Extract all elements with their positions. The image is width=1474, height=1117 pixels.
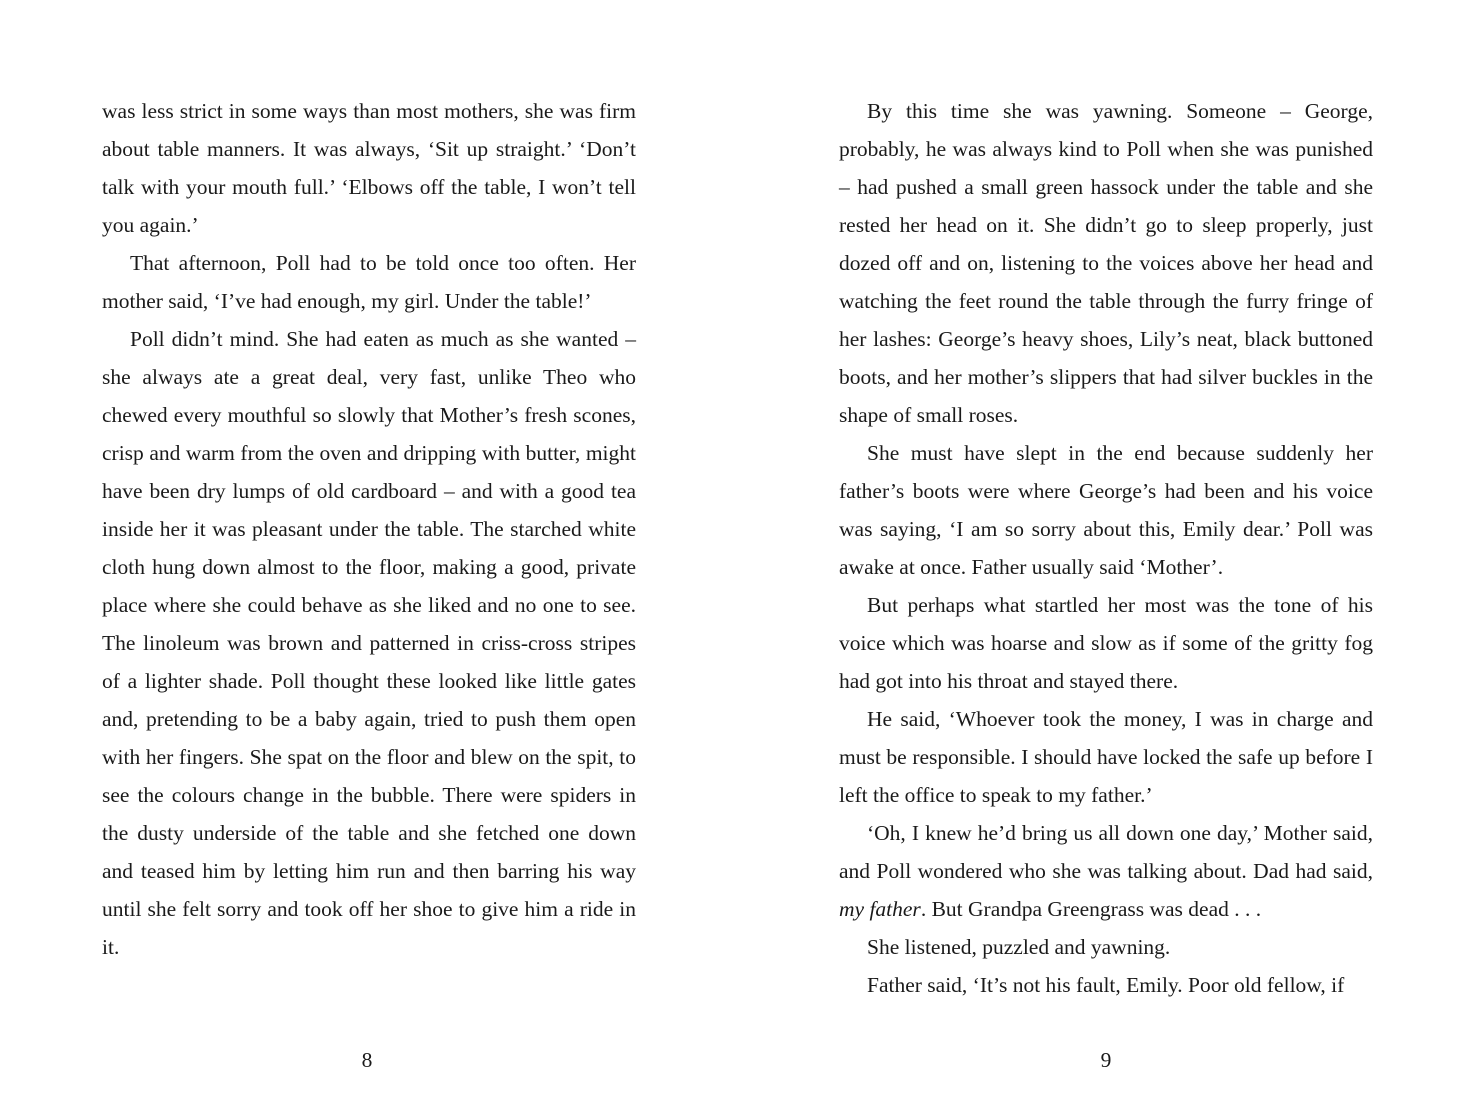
paragraph: Father said, ‘It’s not his fault, Emily. Poor old fellow, if (867, 973, 1345, 997)
left-page (102, 92, 636, 966)
paragraph: Poll didn’t mind. She had eaten as much as she wanted – she always ate a great deal, very fast, unlike Theo who chewed every mouthful so slowly that Mother’s fresh scones, crisp and warm from the oven and dripping with butter, might have been dry lumps of old cardboard – and with a good tea inside her it was pleasant under the table. The starched white cloth hung down almost to the floor, making a good, private place where she could behave as she liked and no one to see. The linoleum was brown and patterned in criss-cross stripes of a lighter shade. Poll thought these looked like little gates and, pretending to be a baby again, tried to push them open with her fingers. She spat on the floor and blew on the spit, to see the colours change in the bubble. There were spiders in the dusty underside of the table and she fetched one down and teased him by letting him run and then barring his way until she felt sorry and took off her shoe to give him a ride in it. (102, 327, 636, 959)
paragraph: was less strict in some ways than most mothers, she was firm about table manners. It was always, ‘Sit up straight.’ ‘Don’t talk with your mouth full.’ ‘Elbows off the table, I won’t tell you again.’ (102, 99, 636, 237)
italic-text: my father (839, 897, 921, 921)
paragraph: But perhaps what startled her most was the tone of his voice which was hoarse and slow as if some of the gritty fog had got into his throat and stayed there. (839, 593, 1373, 693)
paragraph: That afternoon, Poll had to be told once too often. Her mother said, ‘I’ve had enough, my girl. Under the table!’ (102, 251, 636, 313)
paragraph: He said, ‘Whoever took the money, I was in charge and must be responsible. I should have locked the safe up before I left the office to speak to my father.’ (839, 707, 1373, 807)
paragraph: She must have slept in the end because suddenly her father’s boots were where George’s had been and his voice was saying, ‘I am so sorry about this, Emily dear.’ Poll was awake at once. Father usually said ‘Mother’. (839, 441, 1373, 579)
page-number: 8 (361, 1048, 373, 1072)
right-page (839, 92, 1373, 1004)
paragraph-text: . But Grandpa Greengrass was dead . . . (920, 897, 1262, 921)
page-number: 9 (1100, 1048, 1112, 1072)
paragraph (839, 814, 1373, 928)
paragraph: She listened, puzzled and yawning. (867, 935, 1171, 959)
paragraph: By this time she was yawning. Someone – George, probably, he was always kind to Poll when she was punished – had pushed a small green hassock under the table and she rested her head on it. She didn’t go to sleep properly, just dozed off and on, listening to the voices above her head and watching the feet round the table through the furry fringe of her lashes: George’s heavy shoes, Lily’s neat, black buttoned boots, and her mother’s slippers that had silver buckles in the shape of small roses. (839, 99, 1373, 427)
paragraph-text: ‘Oh, I knew he’d bring us all down one day,’ Mother said, and Poll wondered who she was talking about. Dad had said, (839, 821, 1373, 883)
